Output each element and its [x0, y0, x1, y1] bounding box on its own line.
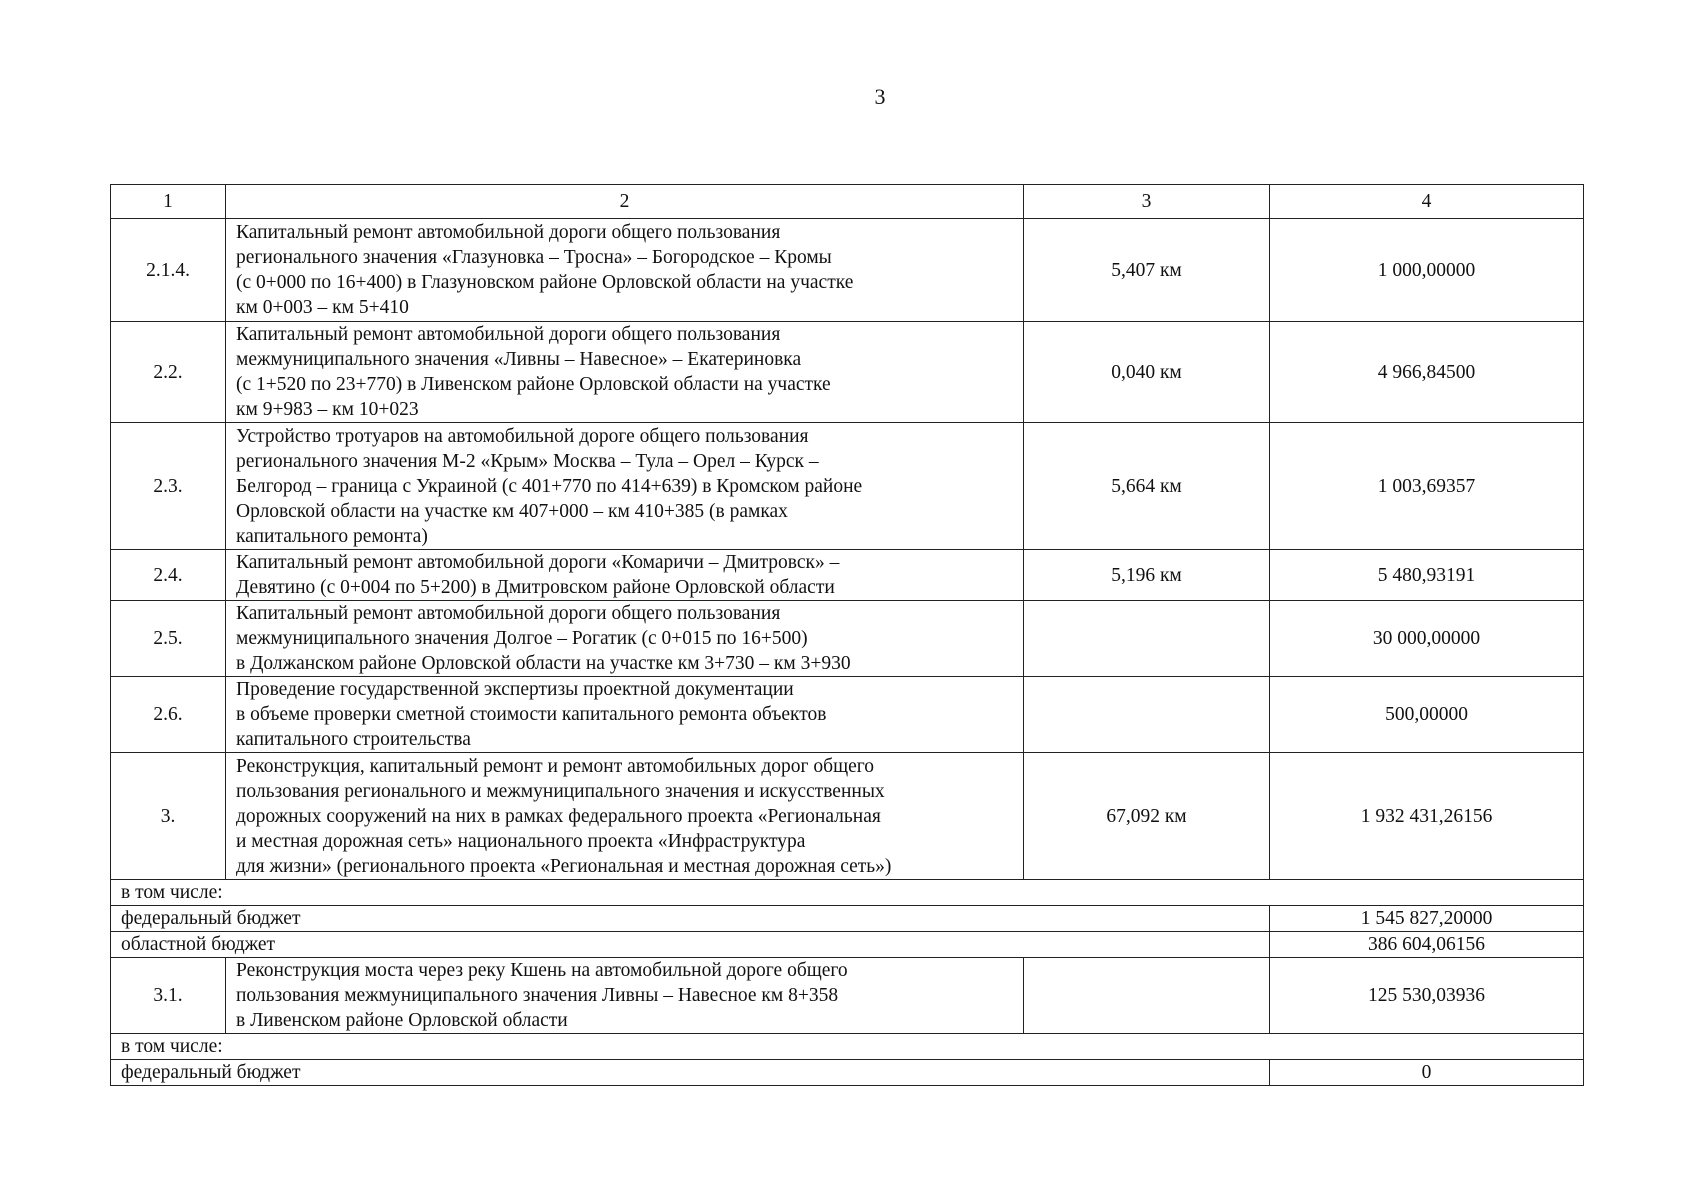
- item-number: 2.3.: [111, 423, 226, 550]
- subtotal-label-row: [111, 880, 1584, 906]
- description-line: Капитальный ремонт автомобильной дороги общего пользования: [236, 324, 781, 345]
- table-row: [111, 958, 1584, 1034]
- description-line: регионального значения М-2 «Крым» Москва – Тула – Орел – Курск –: [236, 450, 819, 472]
- including-label: в том числе:: [111, 880, 1584, 906]
- item-description: [226, 601, 1024, 677]
- item-amount: 1 000,00000: [1270, 219, 1584, 322]
- description-line: Капитальный ремонт автомобильной дороги общего пользования: [236, 603, 781, 624]
- item-amount: 125 530,03936: [1270, 958, 1584, 1034]
- description-line: в объеме проверки сметной стоимости капитального ремонта объектов: [236, 704, 827, 725]
- budget-row: [111, 1060, 1584, 1086]
- item-description: [226, 550, 1024, 601]
- description-line: км 9+983 – км 10+023: [236, 399, 419, 420]
- table-row: [111, 550, 1584, 601]
- description-line: дорожных сооружений на них в рамках федерального проекта «Региональная: [236, 805, 881, 827]
- description-line: для жизни» (регионального проекта «Региональная и местная дорожная сеть»): [236, 855, 892, 877]
- item-amount: 1 932 431,26156: [1270, 753, 1584, 880]
- item-length: [1024, 601, 1270, 677]
- table-row: [111, 322, 1584, 423]
- item-amount: 500,00000: [1270, 677, 1584, 753]
- item-number: 2.2.: [111, 322, 226, 423]
- description-line: и местная дорожная сеть» национального проекта «Инфраструктура: [236, 830, 806, 852]
- item-number: 2.1.4.: [111, 219, 226, 322]
- item-length: 5,664 км: [1024, 423, 1270, 550]
- item-length: 5,196 км: [1024, 550, 1270, 601]
- description-line: межмуниципального значения «Ливны – Навесное» – Екатериновка: [236, 349, 802, 370]
- description-line: капитального ремонта): [236, 525, 428, 547]
- data-table: [110, 184, 1584, 1086]
- item-number: 2.6.: [111, 677, 226, 753]
- item-description: [226, 219, 1024, 322]
- item-amount: 30 000,00000: [1270, 601, 1584, 677]
- table-row: [111, 423, 1584, 550]
- item-length: [1024, 958, 1270, 1034]
- item-description: [226, 958, 1024, 1034]
- item-number: 3.: [111, 753, 226, 880]
- item-amount: 4 966,84500: [1270, 322, 1584, 423]
- item-length: [1024, 677, 1270, 753]
- description-line: км 0+003 – км 5+410: [236, 297, 409, 318]
- description-line: (с 1+520 по 23+770) в Ливенском районе Орловской области на участке: [236, 374, 831, 395]
- description-line: Реконструкция, капитальный ремонт и ремонт автомобильных дорог общего: [236, 755, 875, 777]
- item-description: [226, 753, 1024, 880]
- description-line: капитального строительства: [236, 729, 471, 750]
- description-line: в Ливенском районе Орловской области: [236, 1010, 568, 1031]
- item-description: [226, 322, 1024, 423]
- budget-label: федеральный бюджет: [111, 1060, 1270, 1086]
- description-line: межмуниципального значения Долгое – Рогатик (с 0+015 по 16+500): [236, 628, 808, 649]
- budget-row: [111, 932, 1584, 958]
- page-number: 3: [874, 84, 886, 109]
- description-line: (с 0+000 по 16+400) в Глазуновском районе Орловской области на участке: [236, 272, 854, 293]
- item-length: 67,092 км: [1024, 753, 1270, 880]
- header-cell-3: 3: [1024, 185, 1270, 219]
- header-cell-4: 4: [1270, 185, 1584, 219]
- budget-amount: 386 604,06156: [1270, 932, 1584, 958]
- item-description: [226, 423, 1024, 550]
- description-line: Капитальный ремонт автомобильной дороги общего пользования: [236, 222, 781, 243]
- budget-amount: 1 545 827,20000: [1270, 906, 1584, 932]
- description-line: Девятино (с 0+004 по 5+200) в Дмитровском районе Орловской области: [236, 577, 835, 598]
- item-number: 2.5.: [111, 601, 226, 677]
- description-line: регионального значения «Глазуновка – Тросна» – Богородское – Кромы: [236, 247, 832, 268]
- table-row: [111, 219, 1584, 322]
- subtotal-label-row: [111, 1034, 1584, 1060]
- item-amount: 1 003,69357: [1270, 423, 1584, 550]
- item-length: 0,040 км: [1024, 322, 1270, 423]
- item-number: 3.1.: [111, 958, 226, 1034]
- header-cell-2: 2: [226, 185, 1024, 219]
- table-row: [111, 601, 1584, 677]
- description-line: Капитальный ремонт автомобильной дороги «Комаричи – Дмитровск» –: [236, 552, 840, 573]
- description-line: Белгород – граница с Украиной (с 401+770 по 414+639) в Кромском районе: [236, 475, 863, 497]
- description-line: в Должанском районе Орловской области на участке км 3+730 – км 3+930: [236, 653, 851, 674]
- description-line: пользования регионального и межмуниципального значения и искусственных: [236, 780, 885, 802]
- budget-label: областной бюджет: [111, 932, 1270, 958]
- item-length: 5,407 км: [1024, 219, 1270, 322]
- description-line: Устройство тротуаров на автомобильной дороге общего пользования: [236, 425, 809, 447]
- description-line: Реконструкция моста через реку Кшень на автомобильной дороге общего: [236, 960, 848, 981]
- budget-label: федеральный бюджет: [111, 906, 1270, 932]
- header-row: [111, 185, 1584, 219]
- header-cell-1: 1: [111, 185, 226, 219]
- description-line: пользования межмуниципального значения Ливны – Навесное км 8+358: [236, 985, 839, 1006]
- including-label: в том числе:: [111, 1034, 1584, 1060]
- table-row: [111, 753, 1584, 880]
- description-line: Проведение государственной экспертизы проектной документации: [236, 679, 794, 700]
- budget-amount: 0: [1270, 1060, 1584, 1086]
- item-number: 2.4.: [111, 550, 226, 601]
- item-description: [226, 677, 1024, 753]
- item-amount: 5 480,93191: [1270, 550, 1584, 601]
- description-line: Орловской области на участке км 407+000 – км 410+385 (в рамках: [236, 500, 788, 522]
- budget-row: [111, 906, 1584, 932]
- table-row: [111, 677, 1584, 753]
